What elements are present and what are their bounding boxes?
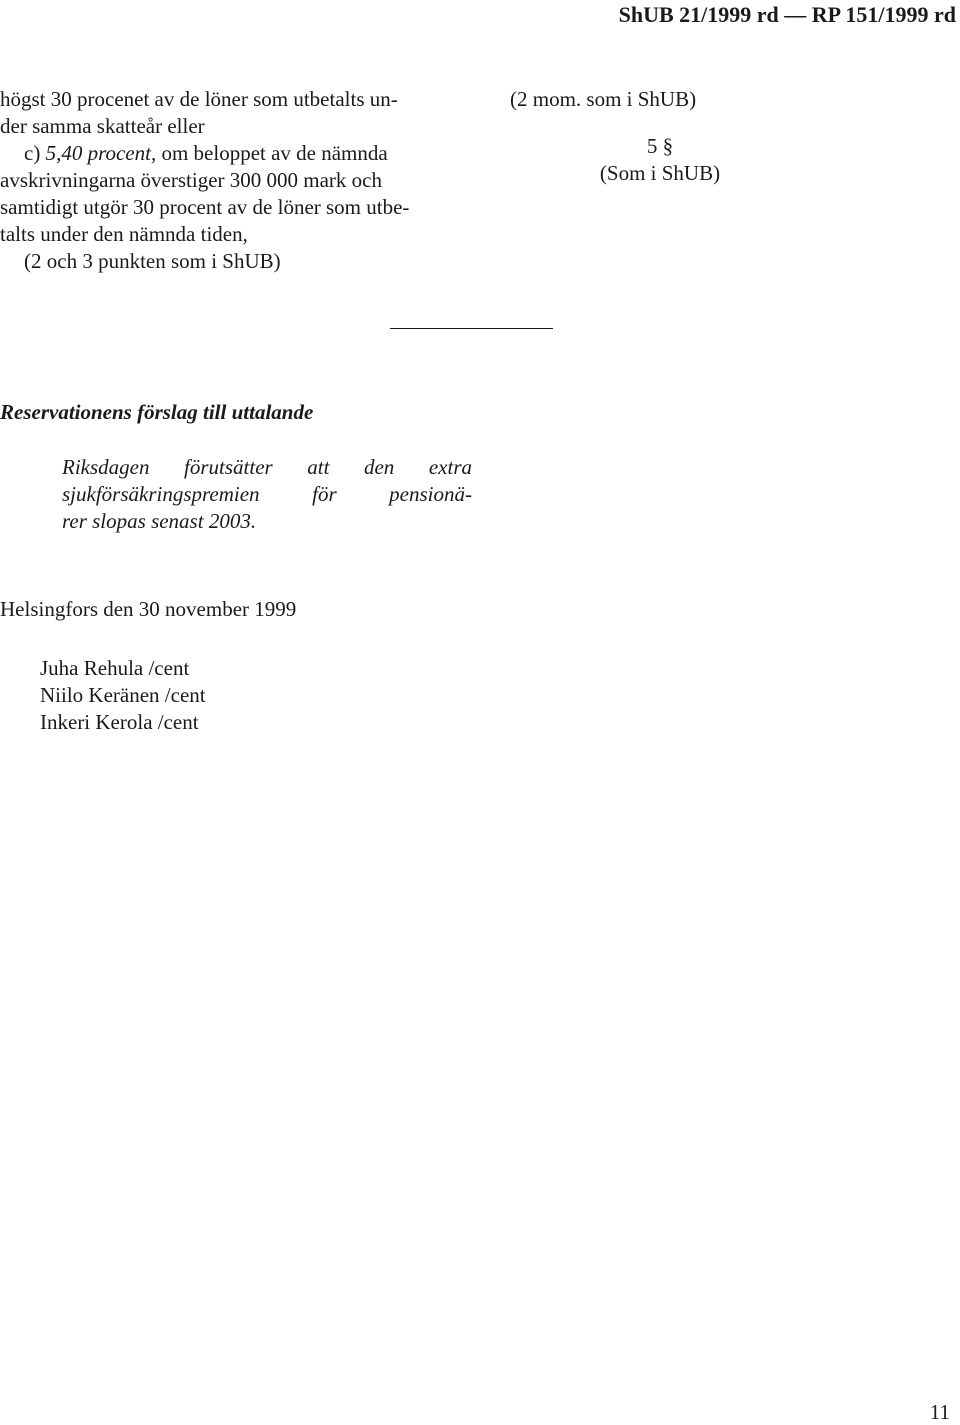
statement-line: sjukförsäkringspremien för pensionä-: [62, 482, 472, 506]
statement-line: rer slopas senast 2003.: [62, 509, 257, 533]
text-line-c: [0, 140, 480, 167]
text-line: högst 30 procenet av de löner som utbetalts un-: [0, 87, 398, 111]
text-line: (2 och 3 punkten som i ShUB): [24, 249, 281, 273]
mom-line: (2 mom. som i ShUB): [510, 87, 697, 111]
divider-rule: [390, 328, 553, 329]
signer-name: Juha Rehula /cent: [40, 656, 190, 680]
item-c-italic: 5,40 procent,: [45, 141, 157, 165]
left-column-text: [0, 86, 480, 275]
right-column-text: [510, 86, 810, 187]
signers-list: [40, 655, 206, 736]
item-c-rest: om beloppet av de nämnda: [156, 141, 388, 165]
signer-name: Inkeri Kerola /cent: [40, 710, 199, 734]
page-number: 11: [929, 1400, 950, 1424]
place-date: Helsingfors den 30 november 1999: [0, 597, 297, 621]
running-header: ShUB 21/1999 rd — RP 151/1999 rd: [618, 2, 956, 27]
signer-name: Niilo Keränen /cent: [40, 683, 206, 707]
text-line: talts under den nämnda tiden,: [0, 222, 248, 246]
text-line: samtidigt utgör 30 procent av de löner som utbe-: [0, 195, 410, 219]
section-number: 5 §: [646, 134, 674, 158]
text-line: der samma skatteår eller: [0, 114, 205, 138]
statement-line: Riksdagen förutsätter att den extra: [62, 455, 472, 479]
section-note: (Som i ShUB): [599, 161, 721, 185]
reservation-statement: [62, 454, 472, 535]
item-c-prefix: c): [24, 141, 46, 165]
text-line: avskrivningarna överstiger 300 000 mark och: [0, 168, 382, 192]
reservation-heading: Reservationens förslag till uttalande: [0, 400, 314, 424]
